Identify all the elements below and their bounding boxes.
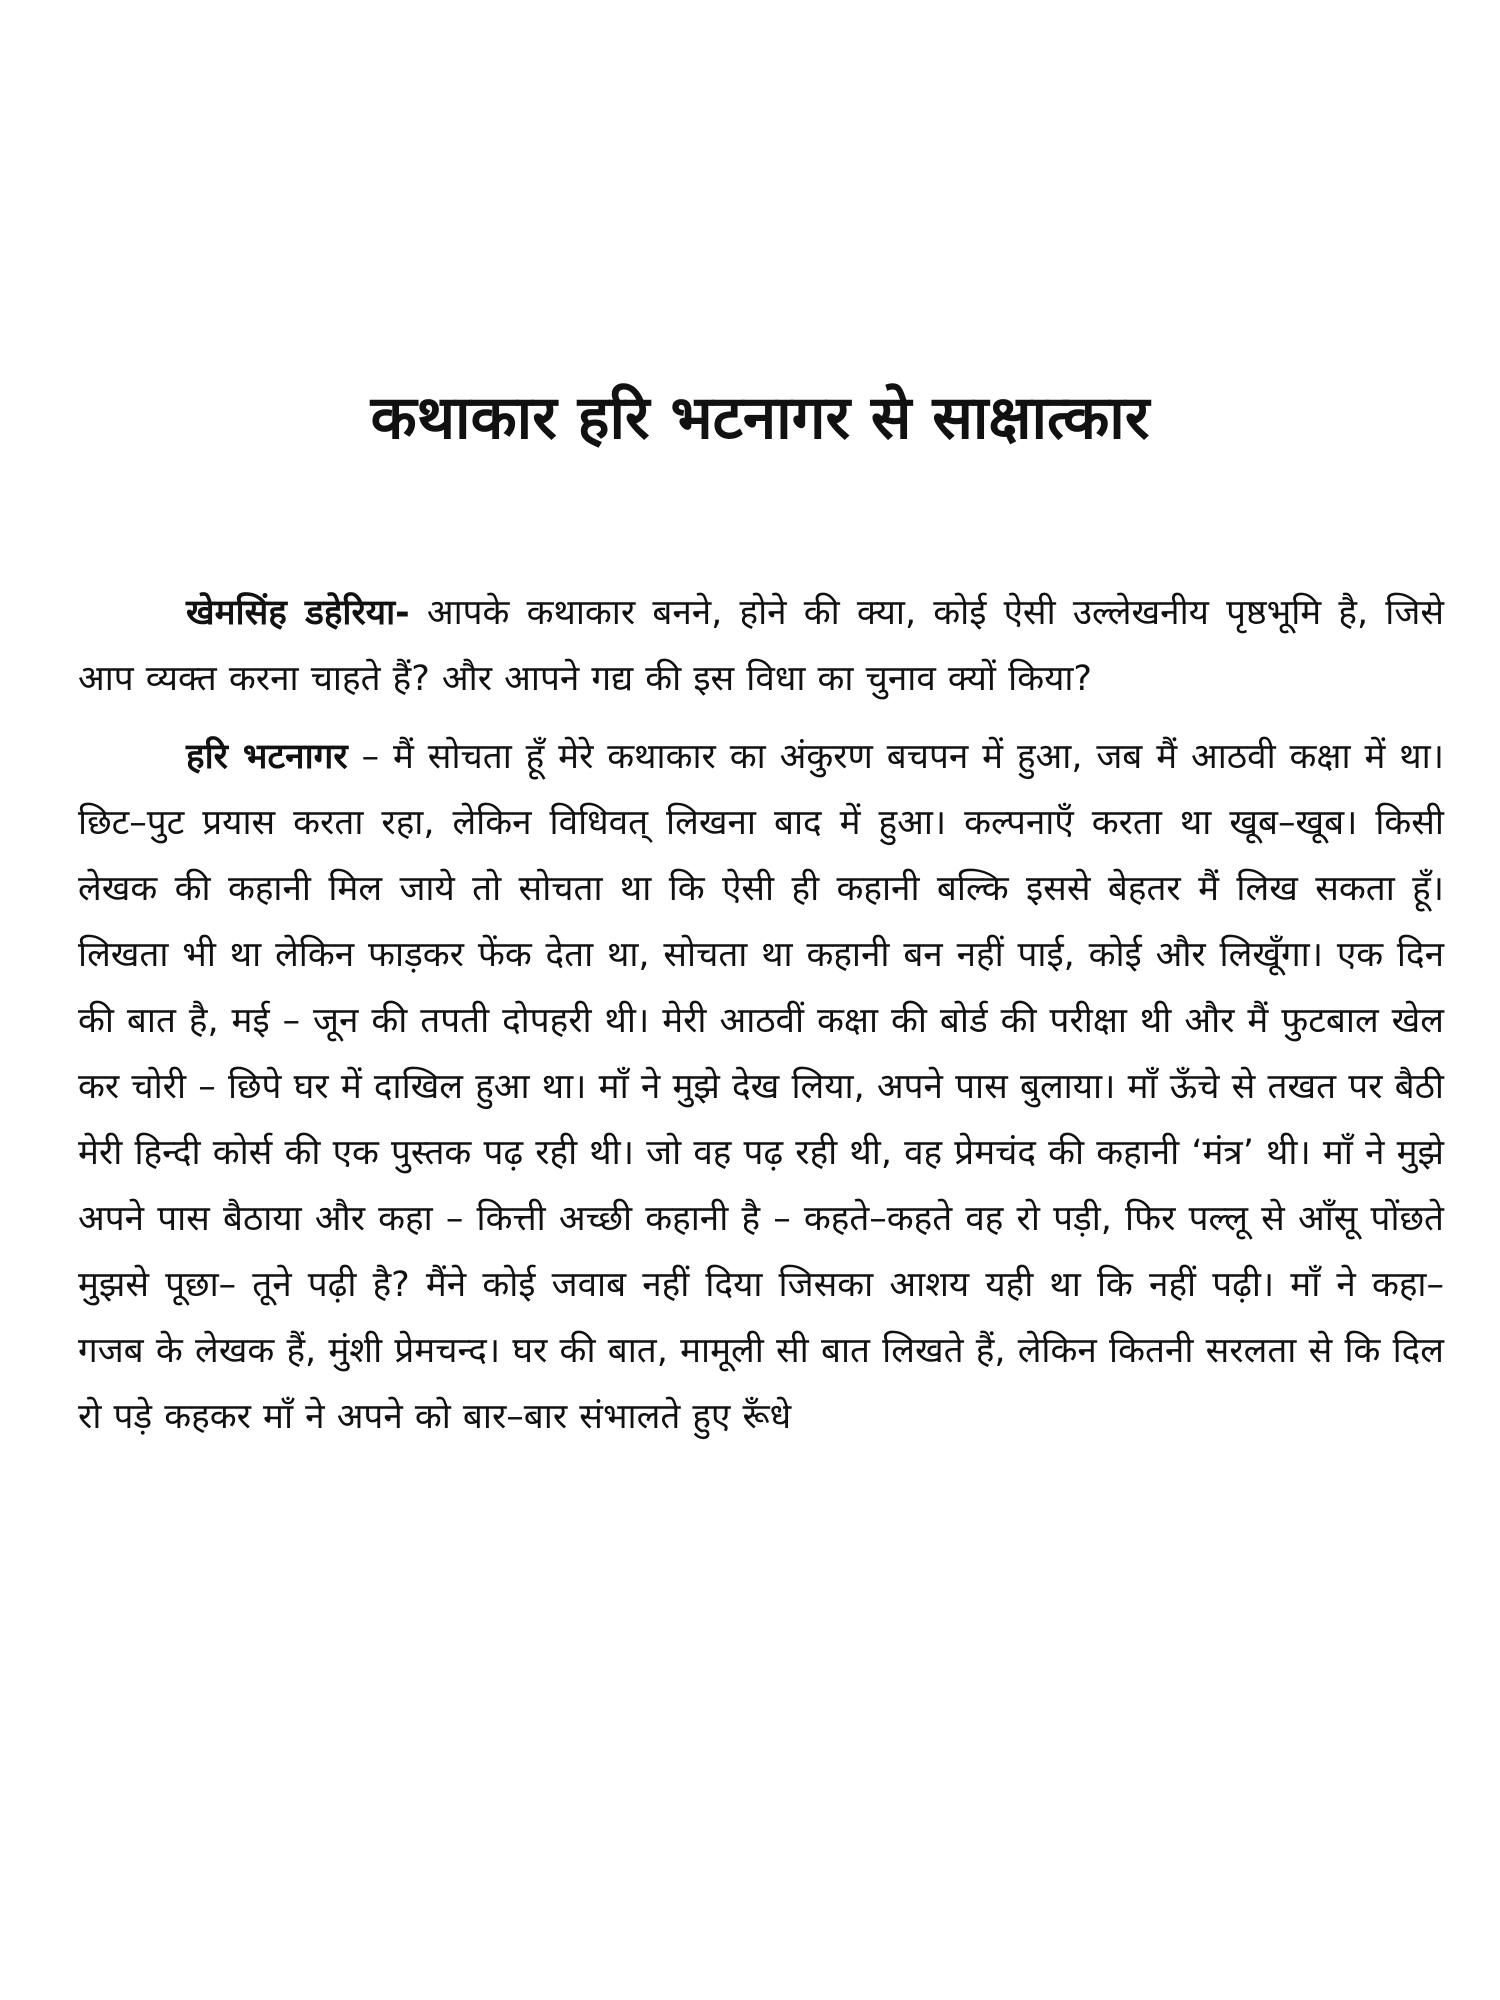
page-title: कथाकार हरि भटनागर से साक्षात्कार	[370, 383, 1150, 453]
interview-body	[78, 580, 1444, 1462]
question-paragraph	[78, 580, 1444, 712]
answer-paragraph	[78, 724, 1444, 1450]
paragraph-text: – मैं सोचता हूँ मेरे कथाकार का अंकुरण बचपन में हुआ, जब मैं आठवी कक्षा में था। छिट–पुट प्रयास करता रहा, लेकिन विधिवत् लिखना बाद में हुआ। कल्पनाएँ करता था खूब–खूब। किसी लेखक की कहानी मिल जाये तो सोचता था कि ऐसी ही कहानी बल्कि इससे बेहतर मैं लिख सकता हूँ। लिखता भी था लेकिन फाड़कर फेंक देता था, सोचता था कहानी बन नहीं पाई, कोई और लिखूँगा। एक दिन की बात है, मई – जून की तपती दोपहरी थी। मेरी आठवीं कक्षा की बोर्ड की परीक्षा थी और मैं फुटबाल खेल कर चोरी – छिपे घर में दाखिल हुआ था। माँ ने मुझे देख लिया, अपने पास बुलाया। माँ ऊँचे से तखत पर बैठी मेरी हिन्दी कोर्स की एक पुस्तक पढ़ रही थी। जो वह पढ़ रही थी, वह प्रेमचंद की कहानी ‘मंत्र’ थी। माँ ने मुझे अपने पास बैठाया और कहा – कित्ती अच्छी कहानी है – कहते–कहते वह रो पड़ी, फिर पल्लू से आँसू पोंछते मुझसे पूछा– तूने पढ़ी है? मैंने कोई जवाब नहीं दिया जिसका आशय यही था कि नहीं पढ़ी। माँ ने कहा– गजब के लेखक हैं, मुंशी प्रेमचन्द। घर की बात, मामूली सी बात लिखते हैं, लेकिन कितनी सरलता से कि दिल रो पड़े कहकर माँ ने अपने को बार–बार संभालते हुए रूँधे	[78, 737, 1444, 1437]
speaker-label: खेमसिंह डहेरिया-	[186, 593, 410, 633]
speaker-label: हरि भटनागर	[186, 737, 348, 777]
paragraph-text: आपके कथाकार बनने, होने की क्या, कोई ऐसी उल्लेखनीय पृष्ठभूमि है, जिसे आप व्यक्त करना चाहते हैं? और आपने गद्य की इस विधा का चुनाव क्यों किया?	[78, 593, 1444, 699]
